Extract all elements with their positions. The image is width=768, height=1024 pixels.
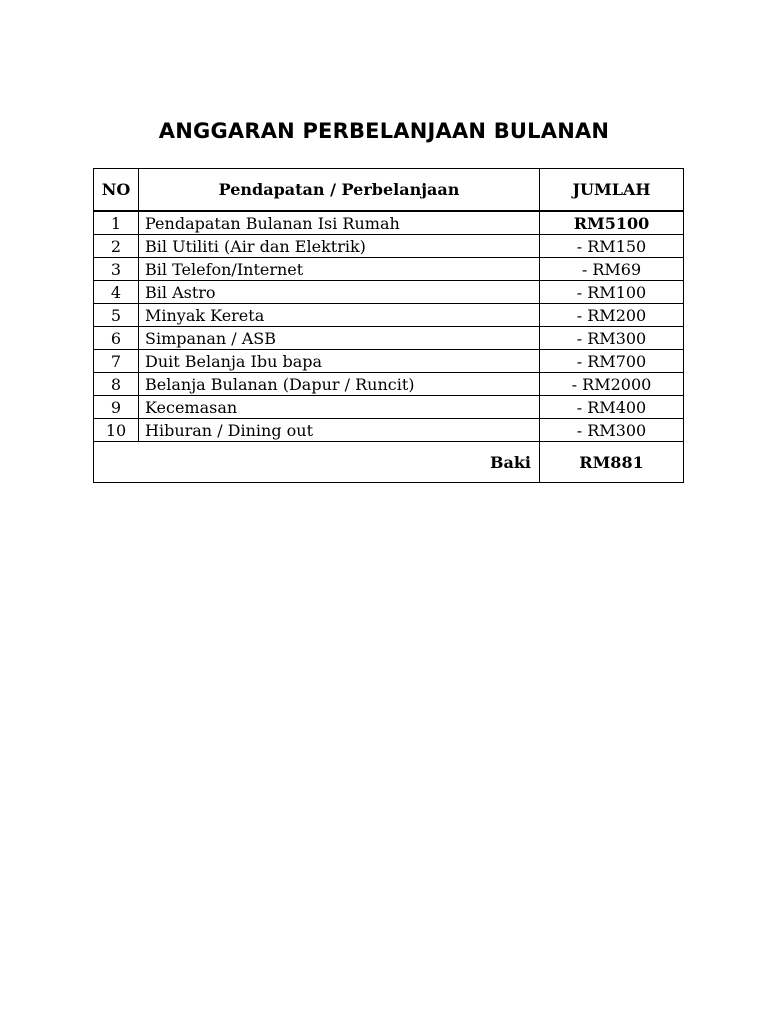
- header-item: Pendapatan / Perbelanjaan: [139, 169, 540, 212]
- row-amount: - RM400: [540, 396, 684, 419]
- row-no: 10: [94, 419, 139, 442]
- table-row: [94, 373, 684, 396]
- row-amount: - RM2000: [540, 373, 684, 396]
- row-amount: - RM700: [540, 350, 684, 373]
- table-header-row: [94, 169, 684, 212]
- header-no: NO: [94, 169, 139, 212]
- row-amount: - RM150: [540, 235, 684, 258]
- row-no: 5: [94, 304, 139, 327]
- budget-table: [93, 168, 684, 483]
- table-row: [94, 304, 684, 327]
- total-amount: RM881: [540, 442, 684, 483]
- row-no: 8: [94, 373, 139, 396]
- row-amount: - RM100: [540, 281, 684, 304]
- row-amount: - RM200: [540, 304, 684, 327]
- row-item: Duit Belanja Ibu bapa: [139, 350, 540, 373]
- row-no: 4: [94, 281, 139, 304]
- row-no: 2: [94, 235, 139, 258]
- total-row: [94, 442, 684, 483]
- table-row: [94, 327, 684, 350]
- header-amount: JUMLAH: [540, 169, 684, 212]
- row-no: 6: [94, 327, 139, 350]
- table-row: [94, 211, 684, 235]
- row-amount: - RM69: [540, 258, 684, 281]
- table-row: [94, 281, 684, 304]
- row-item: Hiburan / Dining out: [139, 419, 540, 442]
- row-amount: - RM300: [540, 419, 684, 442]
- row-item: Minyak Kereta: [139, 304, 540, 327]
- row-amount: - RM300: [540, 327, 684, 350]
- table-row: [94, 350, 684, 373]
- row-item: Pendapatan Bulanan Isi Rumah: [139, 211, 540, 235]
- document-title: ANGGARAN PERBELANJAAN BULANAN: [158, 119, 610, 143]
- row-item: Bil Astro: [139, 281, 540, 304]
- total-label: Baki: [94, 442, 540, 483]
- row-item: Belanja Bulanan (Dapur / Runcit): [139, 373, 540, 396]
- row-no: 1: [94, 211, 139, 235]
- row-no: 7: [94, 350, 139, 373]
- table-row: [94, 258, 684, 281]
- row-amount: RM5100: [540, 211, 684, 235]
- row-item: Kecemasan: [139, 396, 540, 419]
- row-no: 3: [94, 258, 139, 281]
- row-item: Bil Utiliti (Air dan Elektrik): [139, 235, 540, 258]
- table-row: [94, 419, 684, 442]
- table-row: [94, 396, 684, 419]
- row-no: 9: [94, 396, 139, 419]
- table-row: [94, 235, 684, 258]
- row-item: Simpanan / ASB: [139, 327, 540, 350]
- row-item: Bil Telefon/Internet: [139, 258, 540, 281]
